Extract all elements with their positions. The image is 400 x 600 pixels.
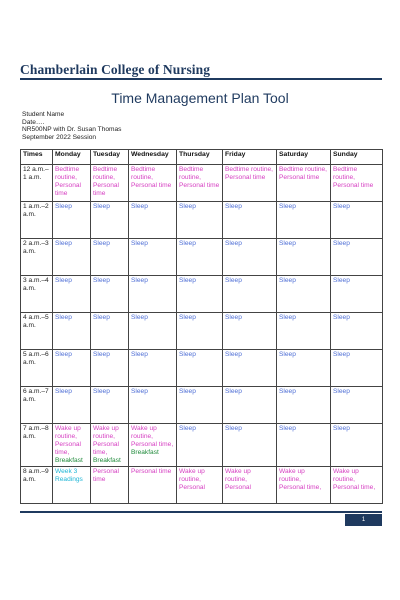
activity-text: Bedtime routine, Personal time [279,166,328,181]
activity-text: Sleep [131,240,148,247]
activity-text: Sleep [333,314,350,321]
activity-text: Personal time [93,468,120,483]
schedule-cell [331,202,383,239]
column-header-friday: Friday [223,150,277,165]
schedule-cell [129,202,177,239]
date-line: Date…. [22,118,45,126]
activity-text: Sleep [225,277,242,284]
table-row [21,313,383,350]
activity-text: Wake up routine, Personal time, [279,468,322,491]
activity-text: Sleep [131,203,148,210]
activity-text: Bedtime routine, Personal time [131,166,172,189]
activity-text: Sleep [55,203,72,210]
schedule-cell [91,387,129,424]
column-header-times: Times [21,150,53,165]
schedule-cell [53,165,91,202]
activity-text: Sleep [225,425,242,432]
table-row [21,467,383,504]
schedule-cell [53,202,91,239]
schedule-cell [91,467,129,504]
header-rule [20,78,382,80]
activity-text: Sleep [179,240,196,247]
activity-text: Sleep [333,240,350,247]
table-row [21,424,383,467]
activity-text: Sleep [225,240,242,247]
schedule-cell [177,239,223,276]
schedule-cell [331,313,383,350]
activity-text: Week 3 Readings [55,468,83,483]
column-header-saturday: Saturday [277,150,331,165]
schedule-cell [129,350,177,387]
activity-text: Sleep [55,277,72,284]
time-slot-cell: 1 a.m.–2 a.m. [21,202,53,239]
schedule-cell [277,467,331,504]
activity-text: Sleep [55,240,72,247]
schedule-cell [277,165,331,202]
activity-text: Personal time [131,468,172,475]
table-row [21,165,383,202]
activity-text: Sleep [131,388,148,395]
activity-text: Wake up routine, Personal [179,468,206,491]
activity-text: Sleep [55,388,72,395]
college-name: Chamberlain College of Nursing [20,62,211,77]
activity-text: Sleep [131,277,148,284]
activity-text: Sleep [93,203,110,210]
activity-text: Bedtime routine, Personal time [55,166,82,197]
activity-text: Sleep [279,351,296,358]
activity-text: Sleep [131,314,148,321]
schedule-cell [277,424,331,467]
activity-text: Sleep [279,314,296,321]
schedule-cell [331,239,383,276]
table-row [21,239,383,276]
schedule-cell [53,387,91,424]
schedule-cell [53,313,91,350]
activity-text: Sleep [93,314,110,321]
schedule-cell [53,276,91,313]
student-name: Student Name [22,111,65,118]
time-slot-cell: 4 a.m.–5 a.m. [21,313,53,350]
activity-text: Sleep [225,351,242,358]
activity-extra-text: Breakfast [55,457,83,464]
activity-text: Sleep [225,388,242,395]
schedule-cell [223,165,277,202]
activity-text: Wake up routine, Personal [225,468,252,491]
schedule-cell [177,276,223,313]
table-row [21,350,383,387]
table-row [21,276,383,313]
time-slot-cell: 8 a.m.–9 a.m. [21,467,53,504]
activity-text: Sleep [93,277,110,284]
schedule-cell [129,467,177,504]
activity-text: Sleep [179,388,196,395]
time-slot-cell: 2 a.m.–3 a.m. [21,239,53,276]
activity-text: Sleep [333,425,350,432]
time-slot-cell: 7 a.m.–8 a.m. [21,424,53,467]
activity-text: Sleep [225,203,242,210]
schedule-cell [91,350,129,387]
activity-text: Sleep [225,314,242,321]
activity-text: Sleep [55,314,72,321]
activity-text: Bedtime routine, Personal time [179,166,220,189]
table-row [21,387,383,424]
activity-text: Sleep [179,425,196,432]
footer-rule [20,511,382,513]
activity-text: Sleep [55,351,72,358]
column-header-sunday: Sunday [331,150,383,165]
session-line: September 2022 Session [22,133,97,141]
schedule-cell [177,313,223,350]
schedule-cell [277,387,331,424]
schedule-cell [277,276,331,313]
schedule-cell [223,276,277,313]
activity-text: Bedtime routine, Personal time [225,166,274,181]
schedule-cell [223,467,277,504]
schedule-cell [277,313,331,350]
schedule-cell [331,165,383,202]
schedule-cell [91,202,129,239]
schedule-cell [331,276,383,313]
schedule-cell [277,202,331,239]
schedule-cell [277,239,331,276]
activity-extra-text: Breakfast [93,457,121,464]
time-slot-cell: 3 a.m.–4 a.m. [21,276,53,313]
schedule-cell [277,350,331,387]
schedule-cell [223,313,277,350]
activity-text: Sleep [333,388,350,395]
schedule-cell [129,165,177,202]
activity-text: Sleep [279,277,296,284]
activity-text: Sleep [93,388,110,395]
time-slot-cell: 5 a.m.–6 a.m. [21,350,53,387]
activity-text: Wake up routine, Personal time, [131,425,174,448]
time-slot-cell: 6 a.m.–7 a.m. [21,387,53,424]
schedule-cell [129,424,177,467]
schedule-cell [223,239,277,276]
schedule-cell [331,467,383,504]
schedule-cell [177,387,223,424]
activity-text: Sleep [93,351,110,358]
column-header-tuesday: Tuesday [91,150,129,165]
activity-text: Sleep [179,203,196,210]
activity-text: Sleep [279,388,296,395]
activity-text: Wake up routine, Personal time, [333,468,376,491]
schedule-cell [91,276,129,313]
schedule-cell [223,387,277,424]
activity-text: Sleep [179,351,196,358]
activity-text: Sleep [333,203,350,210]
activity-text: Wake up routine, Personal time, [93,425,120,456]
activity-text: Sleep [179,277,196,284]
schedule-cell [177,467,223,504]
activity-text: Sleep [279,203,296,210]
schedule-cell [177,202,223,239]
schedule-cell [91,165,129,202]
time-management-table [20,149,383,504]
schedule-cell [331,387,383,424]
activity-text: Sleep [179,314,196,321]
column-header-wednesday: Wednesday [129,150,177,165]
schedule-cell [91,239,129,276]
schedule-cell [177,424,223,467]
schedule-cell [331,424,383,467]
activity-text: Wake up routine, Personal time, [55,425,82,456]
table-header-row [21,150,383,165]
schedule-cell [53,467,91,504]
schedule-cell [331,350,383,387]
schedule-cell [129,276,177,313]
schedule-cell [53,424,91,467]
schedule-cell [129,313,177,350]
schedule-cell [223,202,277,239]
page-title: Time Management Plan Tool [111,90,289,106]
time-slot-cell: 12 a.m.–1 a.m. [21,165,53,202]
schedule-cell [177,165,223,202]
page-number: 1 [345,514,382,526]
activity-extra-text: Breakfast [131,449,159,456]
table-row [21,202,383,239]
schedule-cell [223,350,277,387]
column-header-thursday: Thursday [177,150,223,165]
schedule-cell [129,239,177,276]
activity-text: Sleep [279,240,296,247]
activity-text: Sleep [279,425,296,432]
activity-text: Bedtime routine, Personal time [93,166,120,197]
activity-text: Sleep [131,351,148,358]
activity-text: Sleep [333,277,350,284]
schedule-cell [177,350,223,387]
schedule-cell [53,350,91,387]
schedule-cell [53,239,91,276]
activity-text: Sleep [93,240,110,247]
schedule-cell [223,424,277,467]
schedule-cell [129,387,177,424]
column-header-monday: Monday [53,150,91,165]
course-line: NR500NP with Dr. Susan Thomas [22,126,122,134]
schedule-cell [91,313,129,350]
activity-text: Bedtime routine, Personal time [333,166,374,189]
activity-text: Sleep [333,351,350,358]
schedule-cell [91,424,129,467]
student-info [22,111,121,141]
